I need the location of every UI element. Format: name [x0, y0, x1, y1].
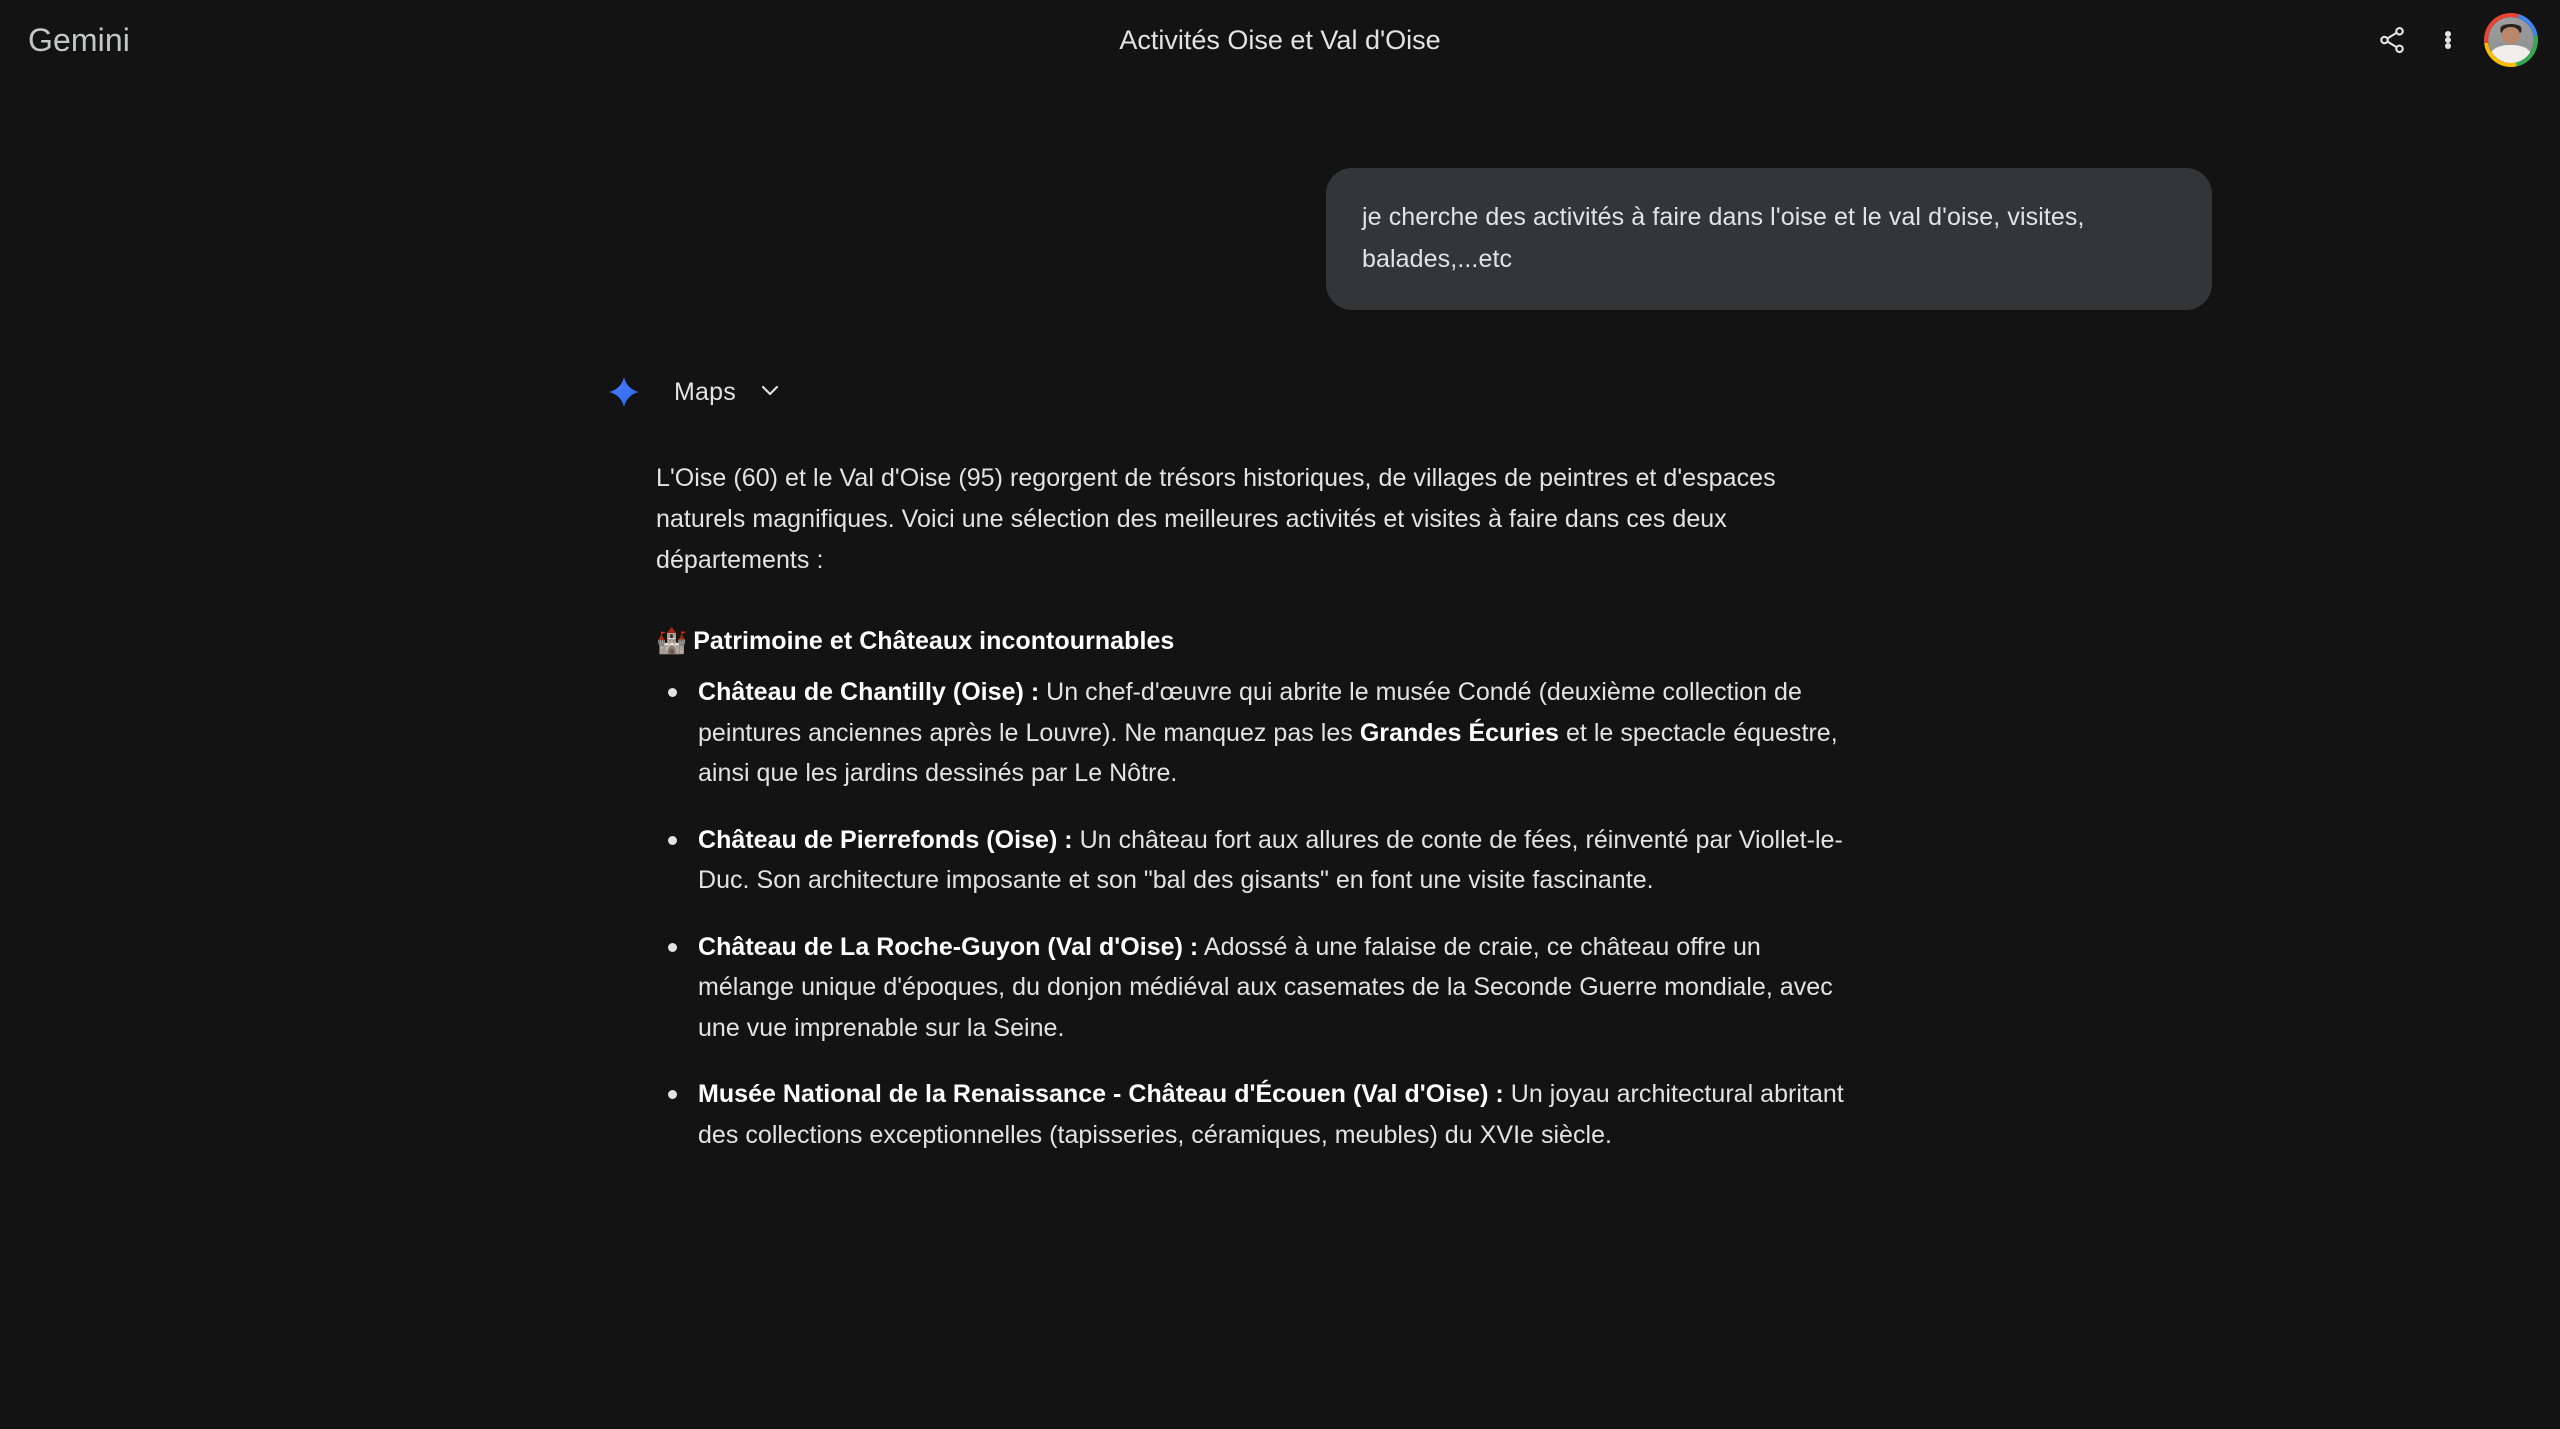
share-button[interactable] — [2364, 12, 2420, 68]
user-message-bubble[interactable]: je cherche des activités à faire dans l'oise et le val d'oise, visites, balades,...etc — [1326, 168, 2212, 310]
model-response-header — [594, 362, 2560, 422]
bullet-lead: Musée National de la Renaissance - Château d'Écouen (Val d'Oise) : — [698, 1080, 1504, 1108]
answer-intro-paragraph: L'Oise (60) et le Val d'Oise (95) regorgent de trésors historiques, de villages de peintres et d'espaces naturels magnifiques. Voici une sélection des meilleures activités et visites à faire dans ces deux départements : — [656, 464, 1776, 574]
bullet-body-1: Un château fort aux allures de conte de fées, réinventé par Viollet-le-Duc. Son architecture imposante et son "bal des gisants" en font une visite fascinante. — [698, 825, 1843, 894]
tool-chip-maps[interactable] — [674, 378, 782, 407]
user-message-row — [0, 78, 2560, 310]
bullet-strong: Grandes Écuries — [1359, 718, 1559, 747]
avatar[interactable] — [2484, 13, 2538, 67]
model-response-block — [0, 310, 2560, 1155]
bullet-body-1: Adossé à une falaise de craie, ce château offre un mélange unique d'époques, du donjon médiéval aux casemates de la Seconde Guerre mondiale, avec une vue imprenable sur la Seine. — [698, 932, 1833, 1042]
content-fade-overlay — [0, 1357, 2560, 1429]
bullet-lead: Château de La Roche-Guyon (Val d'Oise) : — [698, 932, 1199, 961]
gemini-sparkle-icon — [594, 375, 654, 409]
bullet-body-1: Un chef-d'œuvre qui abrite le musée Condé (deuxième collection de peintures anciennes après le Louvre). Ne manquez pas les — [698, 678, 1802, 747]
list-item — [656, 927, 1856, 1049]
answer-bullet-list — [656, 672, 1856, 1155]
model-answer-body — [596, 422, 1856, 1155]
list-item — [656, 820, 1856, 901]
share-icon — [2377, 25, 2407, 55]
list-item — [656, 1074, 1856, 1155]
answer-section-heading — [656, 627, 1856, 656]
conversation-scroll-area[interactable] — [0, 78, 2560, 1429]
bullet-lead: Château de Chantilly (Oise) : — [698, 678, 1040, 706]
top-bar-actions — [2364, 12, 2538, 68]
bullet-body-1: Un joyau architectural abritant des collections exceptionnelles (tapisseries, céramiques, meubles) du XVIe siècle. — [698, 1080, 1844, 1149]
more-vert-icon — [2445, 31, 2451, 49]
list-item — [656, 672, 1856, 794]
more-options-button[interactable] — [2420, 12, 2476, 68]
bullet-body-2: et le spectacle équestre, ainsi que les jardins dessinés par Le Nôtre. — [698, 718, 1838, 787]
bullet-lead: Château de Pierrefonds (Oise) : — [698, 825, 1073, 854]
conversation-title: Activités Oise et Val d'Oise — [1119, 25, 1441, 55]
chevron-down-icon — [758, 378, 782, 407]
castle-emoji-icon: 🏰 — [656, 627, 688, 655]
answer-section-heading-text: Patrimoine et Châteaux incontournables — [693, 627, 1175, 655]
top-bar — [0, 0, 2560, 78]
app-brand-label: Gemini — [28, 22, 130, 58]
tool-chip-label: Maps — [674, 377, 736, 406]
avatar-image — [2488, 17, 2534, 63]
